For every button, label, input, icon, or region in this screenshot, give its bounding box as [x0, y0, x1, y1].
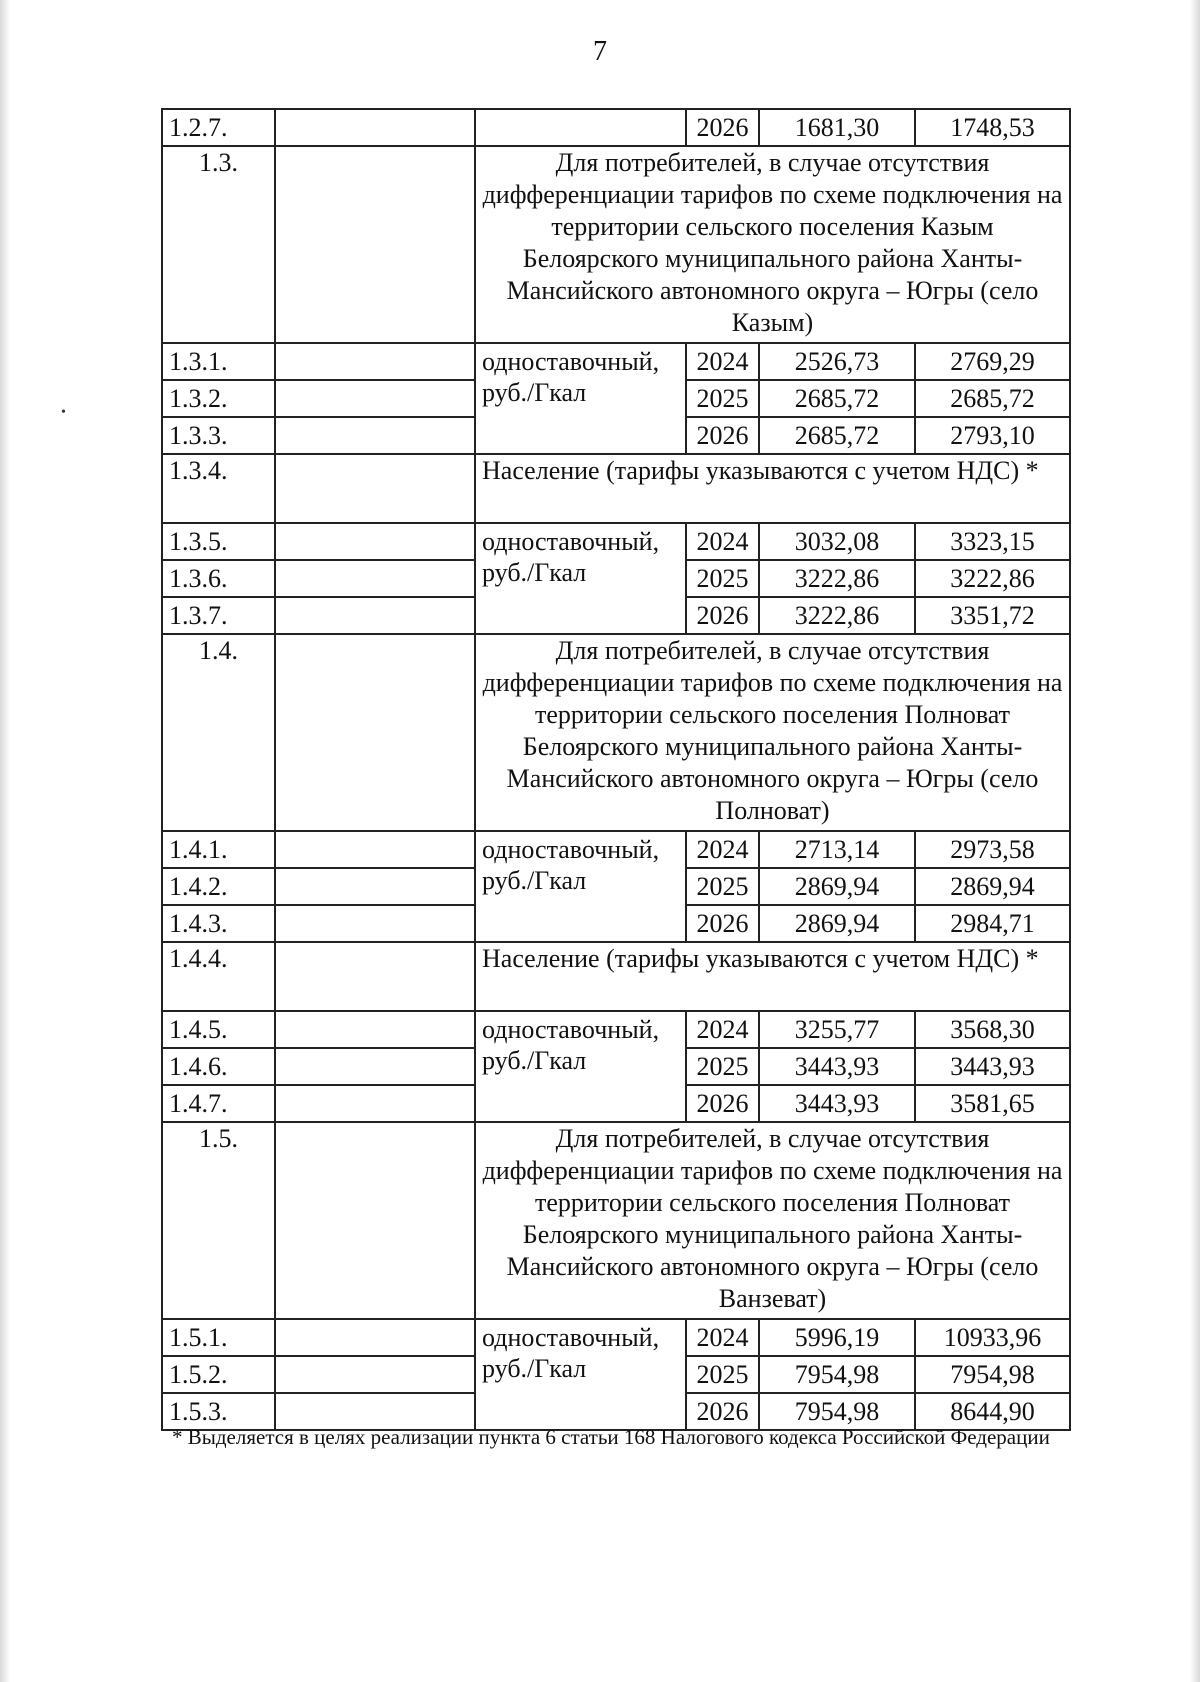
- scan-edge-left: [0, 0, 10, 1682]
- section-header-row: [162, 146, 1070, 343]
- empty-cell: [275, 560, 475, 597]
- value1-cell: 2685,72: [759, 417, 915, 454]
- row-number: 1.4.3.: [162, 905, 275, 942]
- value1-cell: 3443,93: [759, 1085, 915, 1122]
- row-number: 1.3.5.: [162, 523, 275, 560]
- empty-cell: [275, 417, 475, 454]
- footnote: * Выделяется в целях реализации пункта 6 статьи 168 Налогового кодекса Российской Федерации: [172, 1425, 1050, 1449]
- value1-cell: 3222,86: [759, 597, 915, 634]
- table-row: [162, 831, 1070, 868]
- empty-cell: [275, 1011, 475, 1048]
- empty-cell: [275, 1122, 475, 1319]
- value2-cell: 1748,53: [915, 109, 1070, 146]
- empty-cell: [275, 905, 475, 942]
- empty-cell: [275, 831, 475, 868]
- row-number: 1.2.7.: [162, 109, 275, 146]
- empty-cell: [275, 109, 475, 146]
- empty-cell: [275, 942, 475, 1011]
- row-number: 1.4.5.: [162, 1011, 275, 1048]
- value1-cell: 3443,93: [759, 1048, 915, 1085]
- value2-cell: 3351,72: [915, 597, 1070, 634]
- value2-cell: 2793,10: [915, 417, 1070, 454]
- year-cell: 2025: [686, 380, 759, 417]
- table-row: [162, 523, 1070, 560]
- year-cell: 2026: [686, 1393, 759, 1430]
- value2-cell: 3581,65: [915, 1085, 1070, 1122]
- year-cell: 2024: [686, 1011, 759, 1048]
- tariff-table: [161, 108, 1071, 1431]
- rate-type: одноставочный, руб./Гкал: [475, 523, 686, 634]
- value2-cell: 2769,29: [915, 343, 1070, 380]
- section-description: Для потребителей, в случае отсутствия дифференциации тарифов по схеме подключения на территории сельского поселения Полноват Белоярского муниципального района Ханты-Мансийского автономного округа – Югры (село Ванзеват): [475, 1122, 1070, 1319]
- year-cell: 2024: [686, 1319, 759, 1356]
- year-cell: 2024: [686, 831, 759, 868]
- value1-cell: 3032,08: [759, 523, 915, 560]
- value1-cell: 3222,86: [759, 560, 915, 597]
- section-header-row: [162, 634, 1070, 831]
- empty-cell: [275, 1356, 475, 1393]
- empty-cell: [475, 109, 686, 146]
- value1-cell: 2713,14: [759, 831, 915, 868]
- value2-cell: 3568,30: [915, 1011, 1070, 1048]
- value2-cell: 7954,98: [915, 1356, 1070, 1393]
- row-number: 1.3.7.: [162, 597, 275, 634]
- page-number: 7: [593, 36, 607, 67]
- year-cell: 2026: [686, 597, 759, 634]
- year-cell: 2025: [686, 560, 759, 597]
- rate-type: одноставочный, руб./Гкал: [475, 1319, 686, 1430]
- row-number: 1.3.3.: [162, 417, 275, 454]
- value2-cell: 2869,94: [915, 868, 1070, 905]
- year-cell: 2024: [686, 523, 759, 560]
- population-header-row: [162, 454, 1070, 523]
- value1-cell: 2685,72: [759, 380, 915, 417]
- empty-cell: [275, 634, 475, 831]
- row-number: 1.4.1.: [162, 831, 275, 868]
- empty-cell: [275, 146, 475, 343]
- scan-edge-right: [1190, 0, 1200, 1682]
- section-number: 1.4.: [162, 634, 275, 831]
- row-number: 1.5.1.: [162, 1319, 275, 1356]
- year-cell: 2026: [686, 905, 759, 942]
- table-row: [162, 1319, 1070, 1356]
- value2-cell: 2973,58: [915, 831, 1070, 868]
- value1-cell: 2526,73: [759, 343, 915, 380]
- year-cell: 2024: [686, 343, 759, 380]
- empty-cell: [275, 454, 475, 523]
- empty-cell: [275, 343, 475, 380]
- value2-cell: 2685,72: [915, 380, 1070, 417]
- table-row: [162, 109, 1070, 146]
- section-description: Для потребителей, в случае отсутствия дифференциации тарифов по схеме подключения на территории сельского поселения Казым Белоярского муниципального района Ханты-Мансийского автономного округа – Югры (село Казым): [475, 146, 1070, 343]
- year-cell: 2025: [686, 868, 759, 905]
- value2-cell: 10933,96: [915, 1319, 1070, 1356]
- year-cell: 2026: [686, 109, 759, 146]
- empty-cell: [275, 523, 475, 560]
- section-number: 1.3.: [162, 146, 275, 343]
- row-number: 1.3.6.: [162, 560, 275, 597]
- rate-type: одноставочный, руб./Гкал: [475, 1011, 686, 1122]
- year-cell: 2025: [686, 1356, 759, 1393]
- year-cell: 2026: [686, 417, 759, 454]
- empty-cell: [275, 1048, 475, 1085]
- row-number: 1.4.7.: [162, 1085, 275, 1122]
- empty-cell: [275, 1319, 475, 1356]
- row-number: 1.3.1.: [162, 343, 275, 380]
- population-note: Население (тарифы указываются с учетом НДС) *: [475, 942, 1070, 1011]
- row-number: 1.3.2.: [162, 380, 275, 417]
- value1-cell: 1681,30: [759, 109, 915, 146]
- value2-cell: 3443,93: [915, 1048, 1070, 1085]
- value2-cell: 3323,15: [915, 523, 1070, 560]
- section-number: 1.5.: [162, 1122, 275, 1319]
- population-header-row: [162, 942, 1070, 1011]
- value1-cell: 2869,94: [759, 868, 915, 905]
- value1-cell: 3255,77: [759, 1011, 915, 1048]
- value1-cell: 7954,98: [759, 1356, 915, 1393]
- empty-cell: [275, 1085, 475, 1122]
- row-number: 1.5.2.: [162, 1356, 275, 1393]
- rate-type: одноставочный, руб./Гкал: [475, 343, 686, 454]
- value2-cell: 2984,71: [915, 905, 1070, 942]
- row-number: 1.4.4.: [162, 942, 275, 1011]
- empty-cell: [275, 597, 475, 634]
- scan-speck: •: [61, 405, 66, 420]
- value2-cell: 8644,90: [915, 1393, 1070, 1430]
- section-description: Для потребителей, в случае отсутствия дифференциации тарифов по схеме подключения на территории сельского поселения Полноват Белоярского муниципального района Ханты-Мансийского автономного округа – Югры (село Полноват): [475, 634, 1070, 831]
- value1-cell: 2869,94: [759, 905, 915, 942]
- empty-cell: [275, 868, 475, 905]
- empty-cell: [275, 380, 475, 417]
- year-cell: 2026: [686, 1085, 759, 1122]
- row-number: 1.4.2.: [162, 868, 275, 905]
- table-row: [162, 1011, 1070, 1048]
- value1-cell: 7954,98: [759, 1393, 915, 1430]
- year-cell: 2025: [686, 1048, 759, 1085]
- table-row: [162, 343, 1070, 380]
- rate-type: одноставочный, руб./Гкал: [475, 831, 686, 942]
- population-note: Население (тарифы указываются с учетом НДС) *: [475, 454, 1070, 523]
- row-number: 1.4.6.: [162, 1048, 275, 1085]
- section-header-row: [162, 1122, 1070, 1319]
- value1-cell: 5996,19: [759, 1319, 915, 1356]
- row-number: 1.5.3.: [162, 1393, 275, 1430]
- value2-cell: 3222,86: [915, 560, 1070, 597]
- row-number: 1.3.4.: [162, 454, 275, 523]
